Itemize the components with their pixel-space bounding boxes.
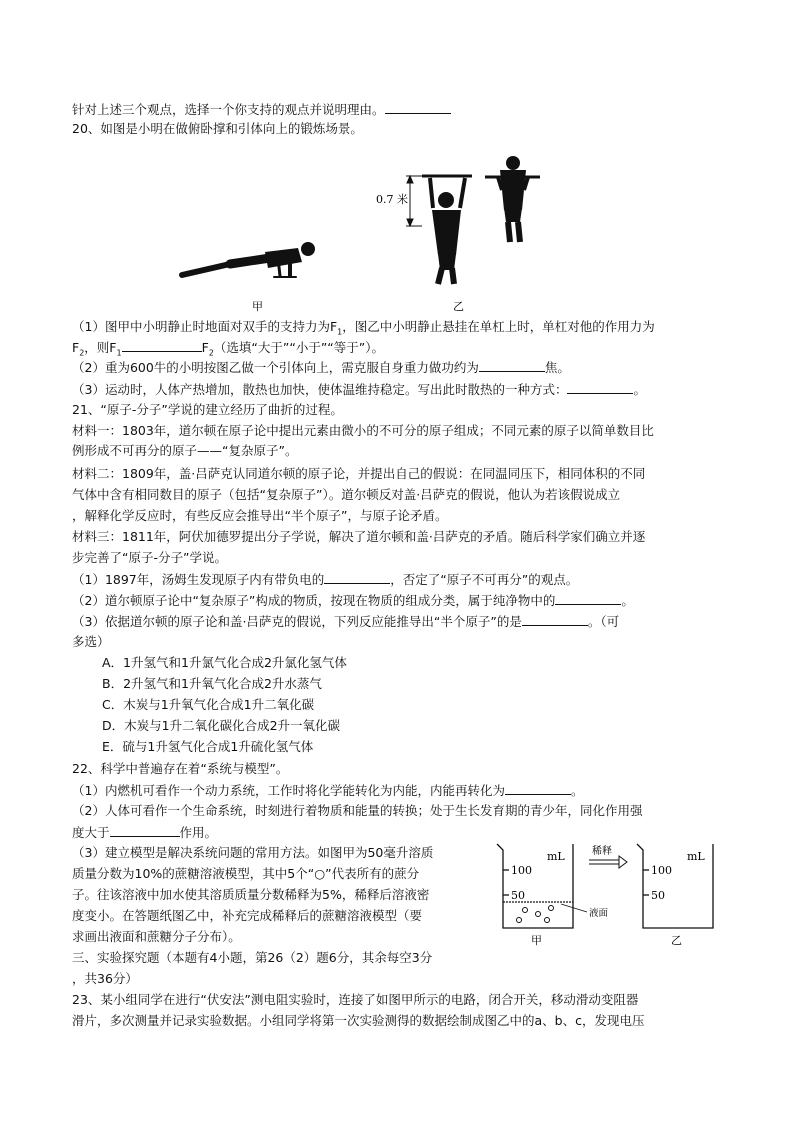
text-line: （2）重为600牛的小明按图乙做一个引体向上，需克服自身重力做功约为 焦。 bbox=[72, 360, 570, 375]
text-line: 求画出液面和蔗糖分子分布）。 bbox=[72, 929, 241, 944]
text-line: （1）图甲中小明静止时地面对双手的支持力为$F_1$，图乙中小明静止悬挂在单杠上时，单杠对他的作用力为 bbox=[72, 319, 655, 337]
option-a: A．1升氢气和1升氯气化合成2升氯化氢气体 bbox=[102, 655, 347, 670]
option-c: C．木炭与1升氧气化合成1升二氧化碳 bbox=[102, 697, 315, 712]
surface-label: 液面 bbox=[589, 908, 609, 919]
text-line: （2）人体可看作一个生命系统，时刻进行着物质和能量的转换；处于生长发育期的青少年，同化作用强 bbox=[72, 803, 643, 818]
question-23-line: 23、某小组同学在进行“伏安法”测电阻实验时，连接了如图甲所示的电路，闭合开关，移动滑动变阻器 bbox=[72, 992, 639, 1007]
question-22-title: 22、科学中普遍存在着“系统与模型”。 bbox=[72, 761, 289, 776]
pullup-person-front bbox=[422, 176, 472, 284]
answer-blank[interactable] bbox=[324, 570, 390, 584]
text-line: （3）依据道尔顿的原子论和盖·吕萨克的假说，下列反应能推导出“半个原子”的是 。（可 bbox=[72, 614, 620, 629]
material-2-line: ，解释化学反应时，有些反应会推导出“半个原子”，与原子论矛盾。 bbox=[72, 508, 448, 523]
question-23-line: 滑片，多次测量并记录实验数据。小组同学将第一次实验测得的数据绘制成图乙中的a、b、c，发现电压 bbox=[72, 1013, 645, 1028]
unit-label: mL bbox=[687, 850, 705, 863]
answer-blank[interactable] bbox=[505, 781, 571, 795]
pullup-person-back bbox=[485, 156, 540, 242]
question-20-title: 20、如图是小明在做俯卧撑和引体向上的锻炼场景。 bbox=[72, 121, 363, 136]
material-1-line: 例形成不可再分的原子——“复杂原子”。 bbox=[72, 443, 298, 458]
text-line: 质量分数为10%的蔗糖溶液模型，其中5个“○”代表所有的蔗分 bbox=[72, 866, 420, 881]
answer-blank[interactable] bbox=[555, 591, 621, 605]
tick-label: 50 bbox=[651, 889, 665, 902]
text-line: 度大于 作用。 bbox=[72, 825, 218, 840]
text-line: （1）1897年，汤姆生发现原子内有带负电的 ，否定了“原子不可再分”的观点。 bbox=[72, 572, 579, 587]
text-line: $F_2$，则$F_1$ $F_2$（选填“大于”“小于”“等于”）。 bbox=[72, 340, 384, 358]
text-line: 度变小。在答题纸图乙中，补充完成稀释后的蔗糖溶液模型（要 bbox=[72, 908, 423, 923]
answer-blank[interactable] bbox=[122, 338, 202, 352]
tick-label: 100 bbox=[511, 864, 532, 877]
material-3-line: 步完善了“原子-分子”学说。 bbox=[72, 550, 227, 565]
arrow-label: 稀释 bbox=[592, 846, 612, 857]
pushup-person bbox=[182, 242, 315, 277]
section-3-heading: 三、实验探究题（本题有4小题，第26（2）题6分，其余每空3分 bbox=[72, 950, 433, 965]
option-b: B．2升氢气和1升氧气化合成2升水蒸气 bbox=[102, 676, 322, 691]
answer-blank[interactable] bbox=[479, 358, 545, 372]
sucrose-molecules bbox=[517, 906, 554, 923]
text-line: （2）道尔顿原子论中“复杂原子”构成的物质，按现在物质的组成分类，属于纯净物中的 。 bbox=[72, 593, 634, 608]
material-3-line: 材料三：1811年，阿伏加德罗提出分子学说，解决了道尔顿和盖·吕萨克的矛盾。随后科学家们确立并逐 bbox=[72, 529, 646, 544]
text-line: （1）内燃机可看作一个动力系统，工作时将化学能转化为内能，内能再转化为 。 bbox=[72, 783, 584, 798]
text-line: （3）建立模型是解决系统问题的常用方法。如图甲为50毫升溶质 bbox=[72, 845, 434, 860]
answer-blank[interactable] bbox=[522, 612, 588, 626]
section-3-heading: ，共36分） bbox=[72, 971, 138, 986]
arrow-icon bbox=[589, 856, 627, 868]
text-line: （3）运动时，人体产热增加，散热也加快，使体温维持稳定。写出此时散热的一种方式： 。 bbox=[72, 382, 646, 397]
question-21-title: 21、“原子-分子”学说的建立经历了曲折的过程。 bbox=[72, 402, 343, 417]
beaker-figure bbox=[495, 838, 725, 948]
figure-label-yi: 乙 bbox=[671, 934, 682, 947]
tick-label: 100 bbox=[651, 864, 672, 877]
height-dimension bbox=[406, 176, 422, 226]
unit-label: mL bbox=[547, 850, 565, 863]
material-1-line: 材料一：1803年，道尔顿在原子论中提出元素由微小的不可分的原子组成；不同元素的原子以简单数目比 bbox=[72, 423, 654, 438]
tick-label: 50 bbox=[511, 889, 525, 902]
option-e: E．硫与1升氢气化合成1升硫化氢气体 bbox=[102, 739, 314, 754]
text-line: 多选） bbox=[72, 634, 110, 649]
figure-label-yi: 乙 bbox=[453, 300, 464, 313]
figure-label-jia: 甲 bbox=[531, 934, 542, 947]
text-line: 子。往该溶液中加水使其溶质质量分数稀释为5%，稀释后溶液密 bbox=[72, 887, 430, 902]
answer-blank[interactable] bbox=[385, 100, 451, 114]
exercise-figure bbox=[170, 150, 550, 315]
option-d: D．木炭与1升二氧化碳化合成2升一氧化碳 bbox=[102, 718, 341, 733]
material-2-line: 气体中含有相同数目的原子（包括“复杂原子”）。道尔顿反对盖·吕萨克的假说，他认为若该假说成立 bbox=[72, 487, 621, 502]
height-label: 0.7 米 bbox=[376, 193, 408, 206]
figure-label-jia: 甲 bbox=[252, 300, 263, 313]
answer-blank[interactable] bbox=[110, 823, 180, 837]
text-line: 针对上述三个观点，选择一个你支持的观点并说明理由。 bbox=[72, 100, 732, 119]
material-2-line: 材料二：1809年，盖·吕萨克认同道尔顿的原子论，并提出自己的假说：在同温同压下，相同体积的不同 bbox=[72, 466, 646, 481]
answer-blank[interactable] bbox=[567, 380, 633, 394]
